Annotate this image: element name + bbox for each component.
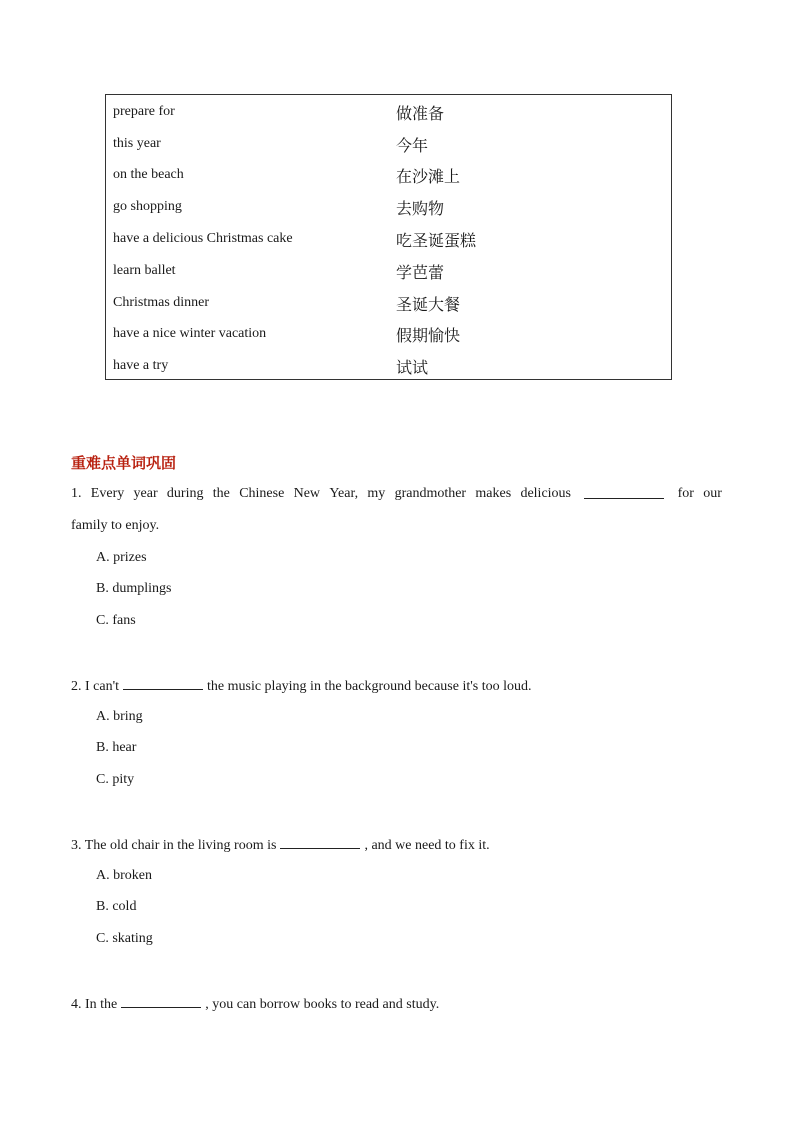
phrase-english: on the beach (113, 167, 184, 182)
phrase-chinese: 圣诞大餐 (396, 295, 461, 314)
question-word: during (166, 486, 204, 501)
question-word: Chinese (239, 486, 285, 501)
question-4 (71, 995, 439, 1013)
phrase-english: have a try (113, 358, 169, 373)
phrase-row (106, 286, 671, 318)
section-title: 重难点单词巩固 (71, 454, 177, 472)
question-2-option-a[interactable]: A. bring (96, 709, 143, 724)
phrase-chinese: 假期愉快 (396, 326, 461, 345)
question-word: makes (475, 486, 512, 501)
question-word: my (367, 486, 386, 501)
phrase-chinese: 今年 (396, 136, 429, 155)
question-1-option-a[interactable]: A. prizes (96, 550, 147, 565)
question-3-option-a[interactable]: A. broken (96, 868, 152, 883)
question-text-after: , you can borrow books to read and study. (205, 997, 440, 1012)
question-word: grandmother (394, 486, 467, 501)
phrase-row (106, 222, 671, 254)
answer-blank[interactable] (280, 836, 360, 849)
question-3-option-c[interactable]: C. skating (96, 931, 153, 946)
phrase-english: this year (113, 136, 161, 151)
question-word: New (293, 486, 321, 501)
phrase-english: have a nice winter vacation (113, 326, 267, 341)
phrase-row (106, 317, 671, 349)
question-text-before: 2. I can't (71, 679, 120, 694)
question-word: our (703, 486, 722, 501)
phrase-english: go shopping (113, 199, 182, 214)
question-word: 1. (71, 486, 82, 501)
question-text-after: the music playing in the background because it's too loud. (207, 679, 532, 694)
phrase-row (106, 190, 671, 222)
phrase-row (106, 349, 671, 381)
phrase-table (105, 94, 672, 380)
phrase-english: Christmas dinner (113, 295, 210, 310)
question-1-line-1 (71, 486, 722, 502)
phrase-chinese: 吃圣诞蛋糕 (396, 231, 477, 250)
question-word: Year, (329, 486, 359, 501)
question-word: the (212, 486, 230, 501)
question-word: for (677, 486, 694, 501)
phrase-english: have a delicious Christmas cake (113, 231, 293, 246)
phrase-english: prepare for (113, 104, 175, 119)
phrase-row (106, 95, 671, 127)
question-1-option-c[interactable]: C. fans (96, 613, 136, 628)
question-1-line-2: family to enjoy. (71, 518, 160, 533)
question-2-option-c[interactable]: C. pity (96, 772, 135, 787)
phrase-chinese: 去购物 (396, 199, 445, 218)
question-1-option-b[interactable]: B. dumplings (96, 581, 172, 596)
phrase-row (106, 127, 671, 159)
answer-blank[interactable] (121, 995, 201, 1008)
phrase-row (106, 254, 671, 286)
question-3-option-b[interactable]: B. cold (96, 899, 137, 914)
phrase-english: learn ballet (113, 263, 176, 278)
question-2 (71, 677, 531, 695)
question-text-before: 3. The old chair in the living room is (71, 838, 277, 853)
answer-blank[interactable] (123, 677, 203, 690)
phrase-chinese: 试试 (396, 358, 429, 377)
answer-blank[interactable] (584, 486, 664, 499)
question-2-option-b[interactable]: B. hear (96, 740, 137, 755)
question-text-before: 4. In the (71, 997, 118, 1012)
phrase-chinese: 做准备 (396, 104, 445, 123)
question-text-after: , and we need to fix it. (364, 838, 490, 853)
question-word: Every (90, 486, 125, 501)
question-word: year (133, 486, 158, 501)
phrase-chinese: 学芭蕾 (396, 263, 445, 282)
question-3 (71, 836, 490, 854)
phrase-chinese: 在沙滩上 (396, 167, 461, 186)
question-word: delicious (520, 486, 571, 501)
phrase-row (106, 158, 671, 190)
